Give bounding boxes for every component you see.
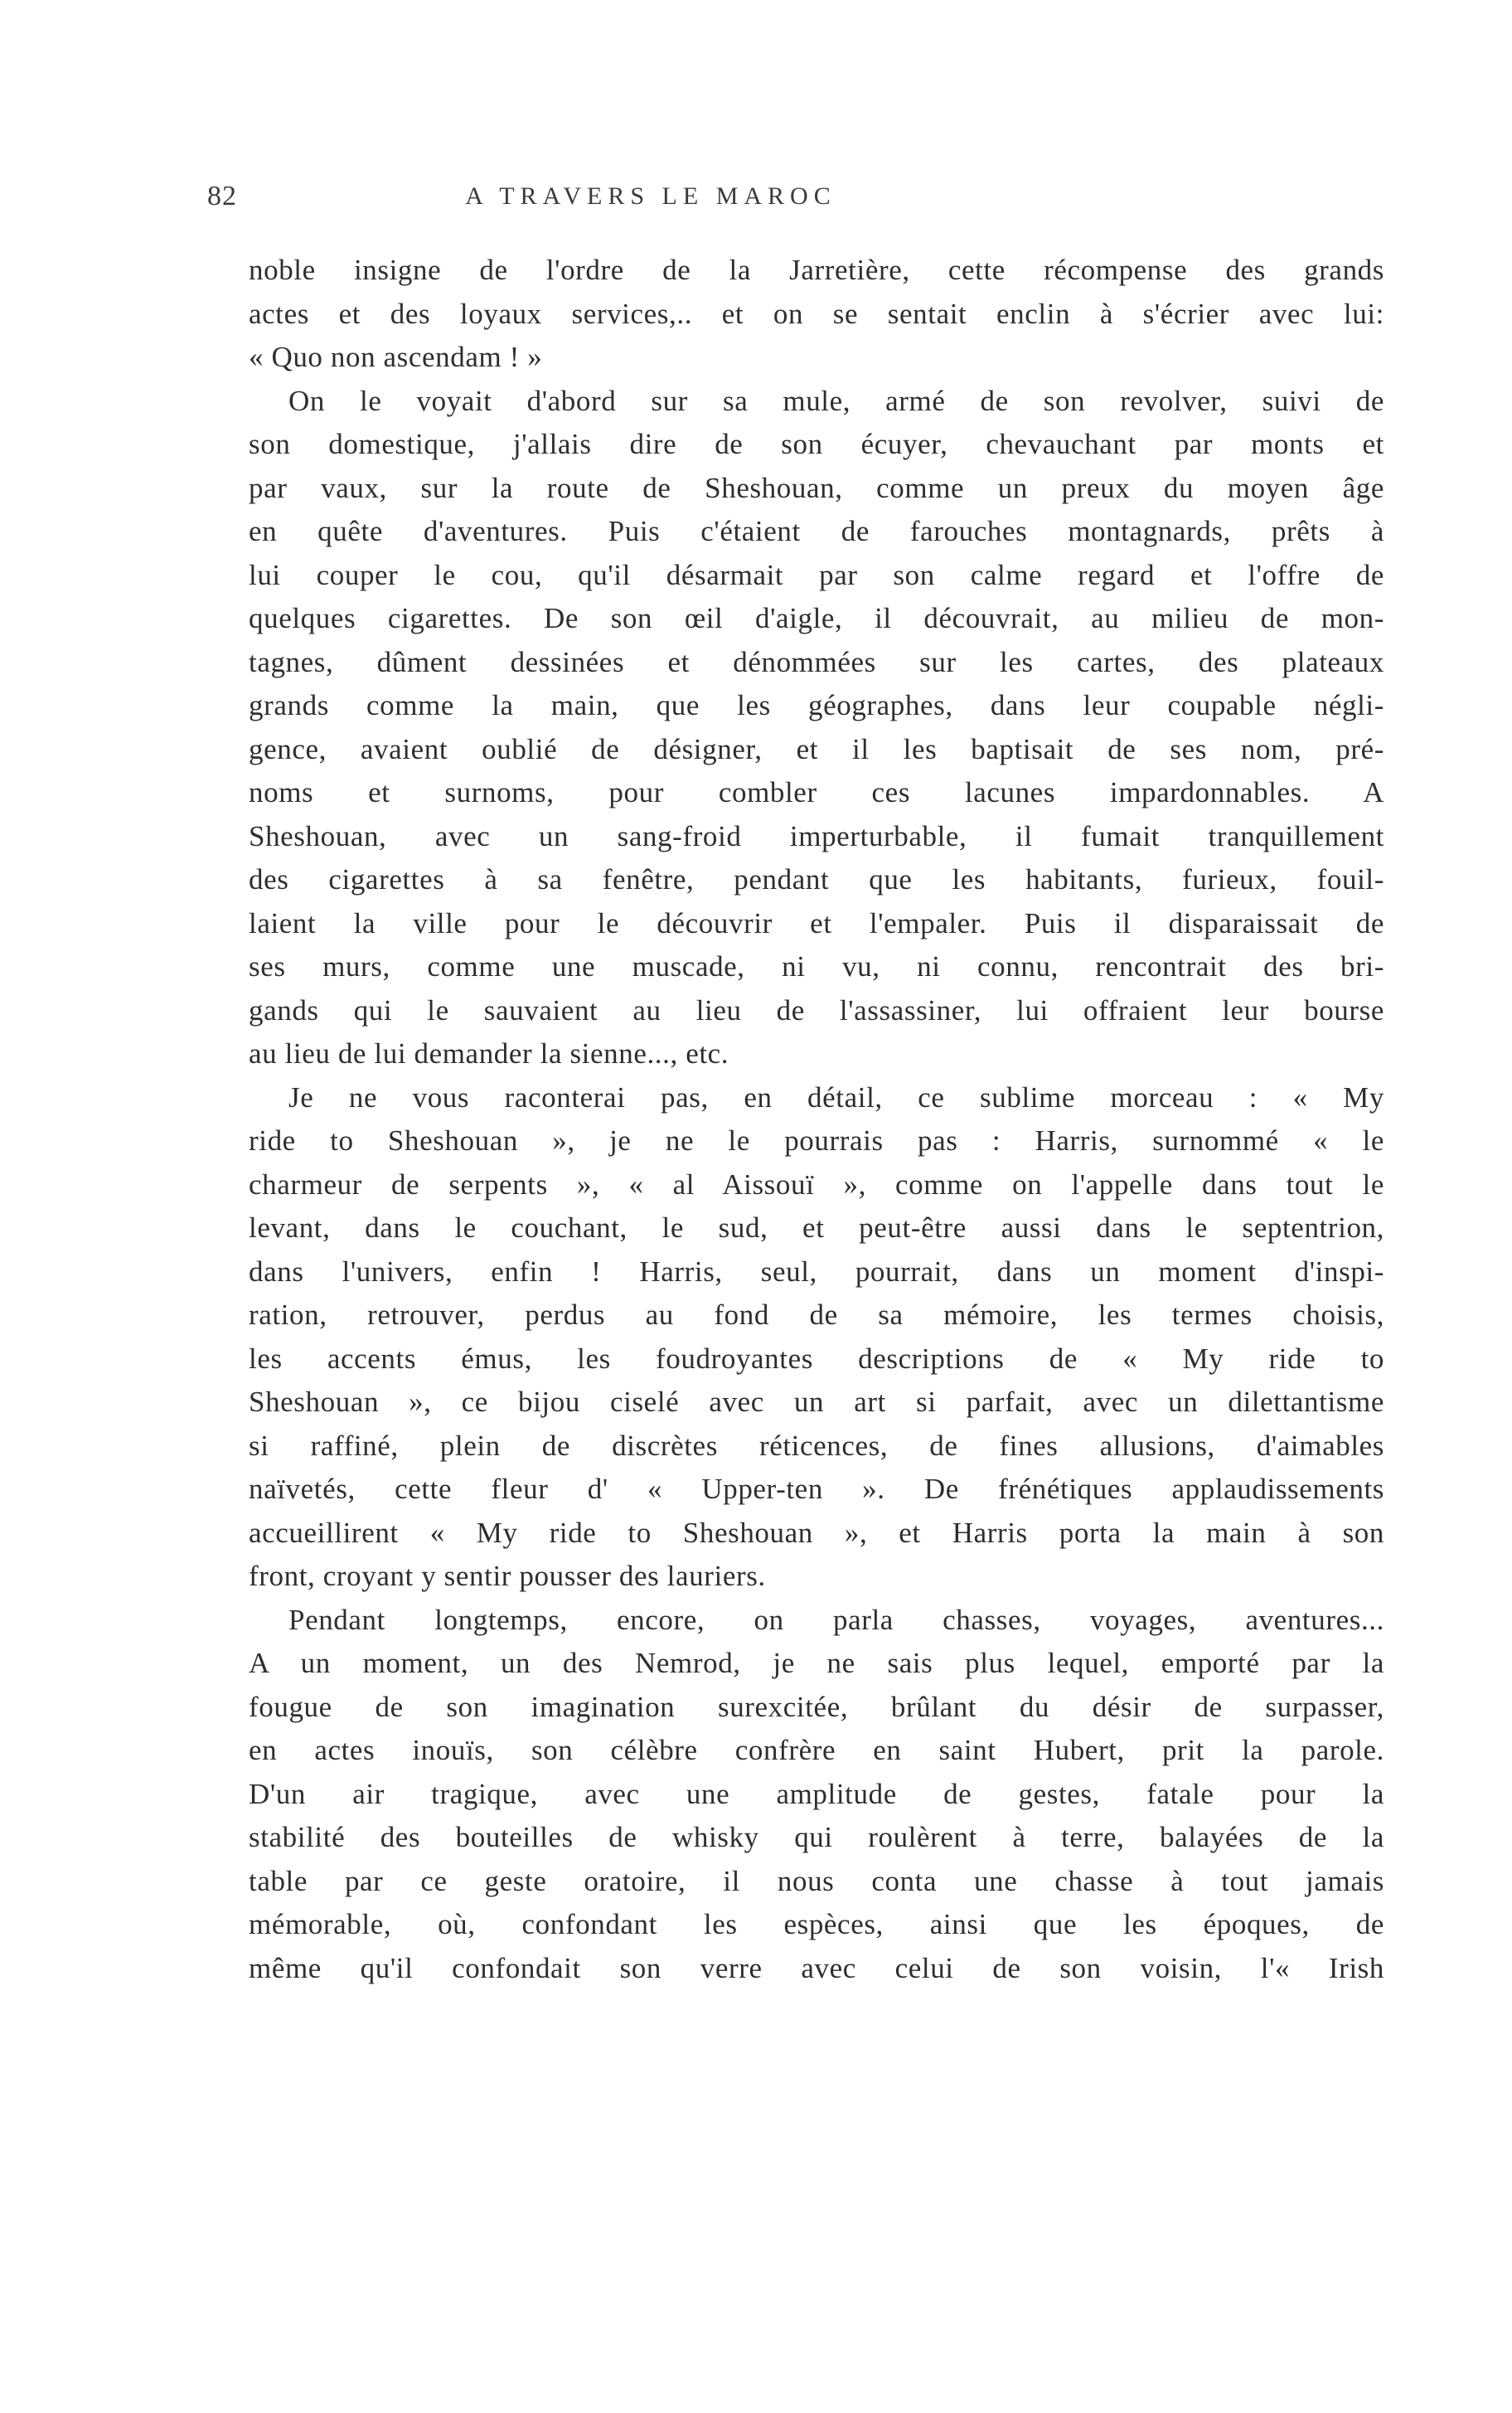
running-head: [207, 181, 1094, 222]
page-number: 82: [207, 181, 237, 211]
text-line: A un moment, un des Nemrod, je ne sais plus lequel, emporté par la: [249, 1647, 1384, 1679]
text-line: gence, avaient oublié de désigner, et il les baptisait de ses nom, pré-: [249, 732, 1384, 765]
text-line: « Quo non ascendam ! »: [249, 341, 543, 373]
text-line: tagnes, dûment dessinées et dénommées sur les cartes, des plateaux: [249, 645, 1384, 678]
text-line: lui couper le cou, qu'il désarmait par son calme regard et l'offre de: [249, 558, 1384, 591]
text-line: si raffiné, plein de discrètes réticences, de fines allusions, d'aimables: [249, 1429, 1384, 1462]
text-line: quelques cigarettes. De son œil d'aigle, il découvrait, au milieu de mon-: [249, 602, 1384, 634]
body-text: [249, 249, 1384, 1990]
text-line: naïvetés, cette fleur d' « Upper-ten ». De frénétiques applaudissements: [249, 1473, 1384, 1505]
text-line: ses murs, comme une muscade, ni vu, ni connu, rencontrait des bri-: [249, 950, 1384, 983]
text-line: noble insigne de l'ordre de la Jarretière, cette récompense des grands: [249, 254, 1384, 286]
paragraph-start-line: Pendant longtemps, encore, on parla chasses, voyages, aventures...: [288, 1603, 1384, 1636]
running-title: A TRAVERS LE MAROC: [465, 182, 836, 210]
paragraph-start-line: On le voyait d'abord sur sa mule, armé de son revolver, suivi de: [288, 384, 1384, 417]
text-line: gands qui le sauvaient au lieu de l'assassiner, lui offraient leur bourse: [249, 993, 1384, 1027]
text-line: actes et des loyaux services,.. et on se sentait enclin à s'écrier avec lui:: [249, 297, 1384, 330]
text-line: fougue de son imagination surexcitée, brûlant du désir de surpasser,: [249, 1690, 1384, 1723]
text-line: par vaux, sur la route de Sheshouan, comme un preux du moyen âge: [249, 471, 1384, 504]
text-line: noms et surnoms, pour combler ces lacunes impardonnables. A: [249, 776, 1384, 808]
paragraph-start-line: Je ne vous raconterai pas, en détail, ce sublime morceau : « My: [288, 1080, 1384, 1114]
text-line: grands comme la main, que les géographes, dans leur coupable négli-: [249, 689, 1384, 721]
text-line: laient la ville pour le découvrir et l'empaler. Puis il disparaissait de: [249, 906, 1384, 939]
text-line: dans l'univers, enfin ! Harris, seul, pourrait, dans un moment d'inspi-: [249, 1255, 1384, 1288]
text-line: mémorable, où, confondant les espèces, ainsi que les époques, de: [249, 1908, 1384, 1940]
text-line: des cigarettes à sa fenêtre, pendant que les habitants, furieux, fouil-: [249, 863, 1384, 896]
text-line: levant, dans le couchant, le sud, et peut-être aussi dans le septentrion,: [249, 1211, 1384, 1244]
text-line: Sheshouan », ce bijou ciselé avec un art si parfait, avec un dilettantisme: [249, 1386, 1384, 1418]
text-line: table par ce geste oratoire, il nous conta une chasse à tout jamais: [249, 1864, 1384, 1897]
text-line: D'un air tragique, avec une amplitude de gestes, fatale pour la: [249, 1777, 1384, 1810]
text-line: ration, retrouver, perdus au fond de sa mémoire, les termes choisis,: [249, 1299, 1384, 1331]
text-line: en actes inouïs, son célèbre confrère en saint Hubert, prit la parole.: [249, 1734, 1384, 1766]
text-line: front, croyant y sentir pousser des lauriers.: [249, 1560, 766, 1592]
text-line: même qu'il confondait son verre avec celui de son voisin, l'« Irish: [249, 1951, 1384, 1984]
text-line: son domestique, j'allais dire de son écuyer, chevauchant par monts et: [249, 428, 1384, 460]
text-line: ride to Sheshouan », je ne le pourrais pas : Harris, surnommé « le: [249, 1124, 1384, 1157]
text-line: Sheshouan, avec un sang-froid imperturbable, il fumait tranquillement: [249, 819, 1384, 852]
text-line: au lieu de lui demander la sienne..., etc.: [249, 1037, 729, 1070]
text-line: stabilité des bouteilles de whisky qui roulèrent à terre, balayées de la: [249, 1821, 1384, 1853]
text-line: accueillirent « My ride to Sheshouan », et Harris porta la main à son: [249, 1516, 1384, 1549]
text-line: les accents émus, les foudroyantes descriptions de « My ride to: [249, 1342, 1384, 1375]
text-line: charmeur de serpents », « al Aissouï », comme on l'appelle dans tout le: [249, 1168, 1384, 1201]
text-line: en quête d'aventures. Puis c'étaient de farouches montagnards, prêts à: [249, 515, 1384, 547]
